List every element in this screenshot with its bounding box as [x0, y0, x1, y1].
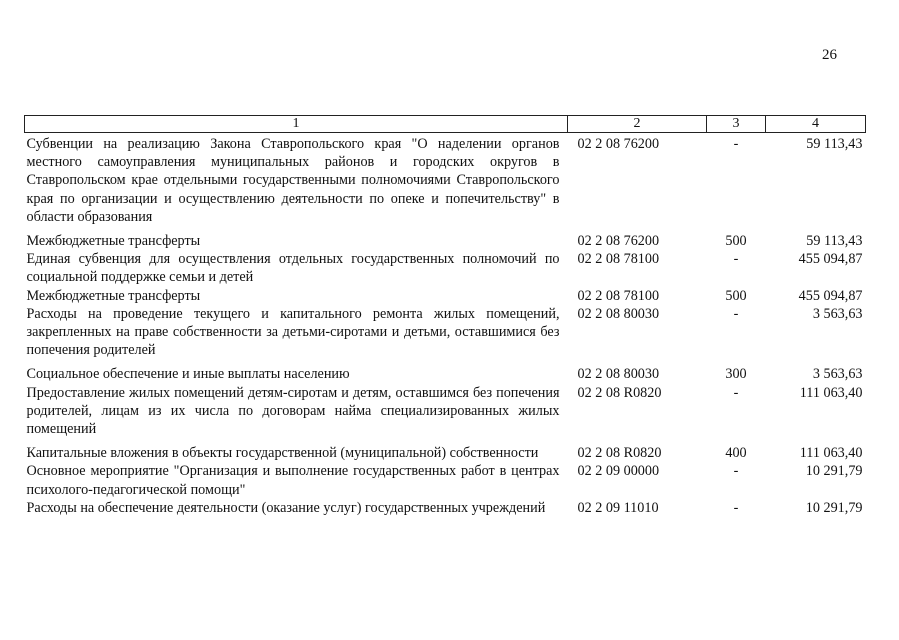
row-amount: 59 113,43 [806, 233, 863, 250]
row-code: 02 2 08 80030 [577, 366, 660, 383]
table-row [25, 250, 866, 286]
table-body [25, 133, 866, 518]
header-col-3: 3 [707, 116, 766, 133]
table-row [25, 232, 866, 250]
header-col-4: 4 [766, 116, 866, 133]
budget-table [24, 115, 866, 517]
row-amount: 10 291,79 [805, 499, 863, 516]
table-row [25, 384, 866, 445]
row-amount: 10 291,79 [805, 463, 863, 480]
row-name: Основное мероприятие "Организация и выполнение государственных работ в центрах психолого-педагогической помощи" [26, 463, 560, 498]
table-row [25, 287, 866, 305]
row-code: 02 2 08 78100 [577, 251, 660, 268]
row-name: Социальное обеспечение и иные выплаты населению [26, 366, 350, 383]
row-amount: 3 563,63 [812, 366, 863, 383]
table-row [25, 365, 866, 383]
row-code: 02 2 08 78100 [577, 287, 660, 304]
table-row [25, 444, 866, 462]
row-amount: 455 094,87 [798, 251, 863, 268]
table-row [25, 305, 866, 366]
row-type: - [733, 384, 739, 401]
row-type: - [733, 499, 739, 516]
row-name: Расходы на обеспечение деятельности (оказание услуг) государственных учреждений [26, 499, 546, 516]
row-type: 300 [725, 366, 747, 383]
row-amount: 111 063,40 [799, 445, 863, 462]
row-name: Межбюджетные трансферты [26, 233, 201, 250]
row-amount: 3 563,63 [812, 305, 863, 322]
row-code: 02 2 08 76200 [577, 136, 660, 152]
header-col-2: 2 [568, 116, 707, 133]
row-name: Субвенции на реализацию Закона Ставропольского края "О наделении органов местного самоуправления муниципальных районов и городских округов в Ставропольском крае отдельными государственными полномочиями Ставропольского края по организации и осуществлению деятельности по опеке и попечительству" в области образования [26, 136, 560, 225]
header-col-1: 1 [25, 116, 568, 133]
row-type: 500 [725, 287, 747, 304]
page-number: 26 [822, 47, 837, 63]
row-code: 02 2 08 76200 [577, 233, 660, 250]
row-name: Капитальные вложения в объекты государственной (муниципальной) собственности [26, 445, 539, 462]
row-amount: 455 094,87 [798, 287, 863, 304]
row-amount: 59 113,43 [806, 136, 863, 152]
row-code: 02 2 08 80030 [577, 305, 660, 322]
row-code: 02 2 08 R0820 [577, 445, 662, 462]
row-amount: 111 063,40 [799, 384, 863, 401]
row-name: Предоставление жилых помещений детям-сиротам и детям, оставшимся без попечения родителей, лицам из их числа по договорам найма специализированных жилых помещений [26, 384, 560, 438]
header-row [25, 116, 866, 133]
row-name: Единая субвенция для осуществления отдельных государственных полномочий по социальной поддержке семьи и детей [26, 251, 560, 286]
row-type: - [733, 463, 739, 480]
row-type: - [733, 136, 739, 152]
table-header [25, 116, 866, 133]
table-row [25, 462, 866, 498]
row-code: 02 2 09 00000 [577, 463, 660, 480]
row-code: 02 2 08 R0820 [577, 384, 662, 401]
row-name: Расходы на проведение текущего и капитального ремонта жилых помещений, закрепленных на праве собственности за детьми-сиротами и детьми, оставшимися без попечения родителей [26, 305, 560, 359]
row-code: 02 2 09 11010 [577, 499, 659, 516]
row-name: Межбюджетные трансферты [26, 287, 201, 304]
row-type: - [733, 305, 739, 322]
row-type: - [733, 251, 739, 268]
row-type: 400 [725, 445, 747, 462]
row-type: 500 [725, 233, 747, 250]
table-row [25, 133, 866, 233]
table-row [25, 499, 866, 517]
